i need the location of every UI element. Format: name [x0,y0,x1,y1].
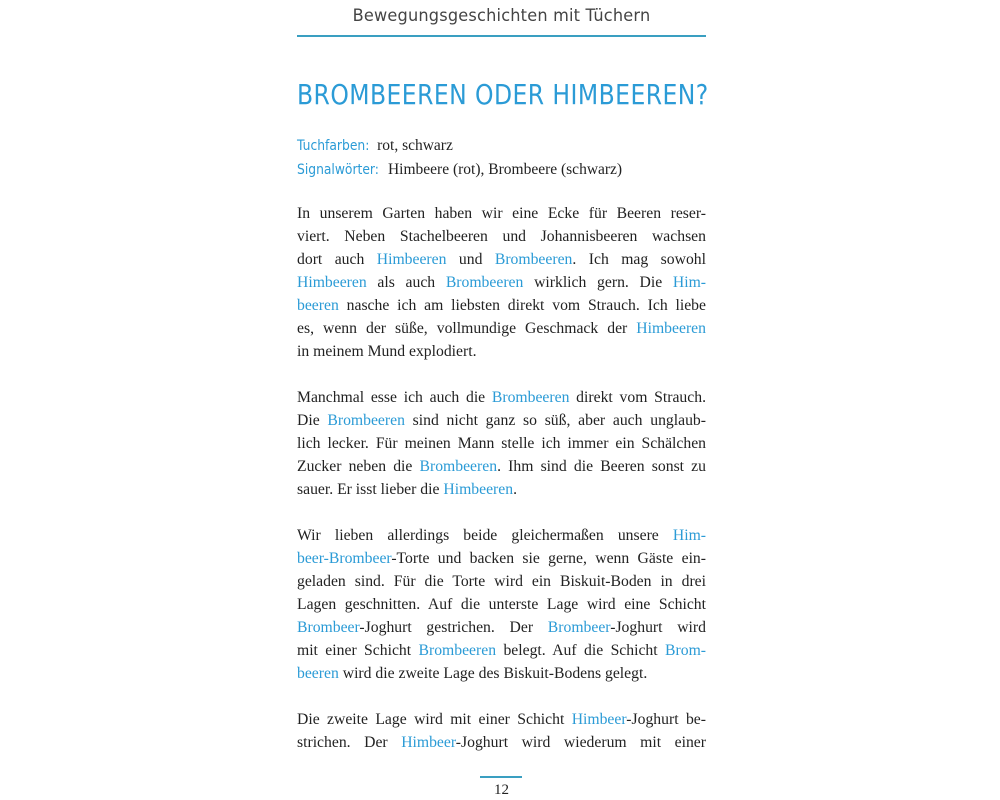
text-run: . Ich mag sowohl [572,251,706,268]
header-rule [297,35,706,37]
signal-word: beeren [297,297,339,314]
text-line [297,271,706,294]
signal-word: Himbeeren [297,274,367,291]
text-run: und [446,251,495,268]
text-run: In unserem Garten haben wir eine Ecke für Beeren reser- [297,205,706,222]
text-run: Die [297,412,328,429]
text-run: -Joghurt gestrichen. Der [359,619,548,636]
signal-word: Brombeeren [419,458,498,475]
signal-word: beer-Brombeer [297,550,392,567]
text-run: sind nicht ganz so süß, aber auch unglaub- [404,412,706,429]
text-run: -Torte und backen sie gerne, wenn Gäste ein- [391,550,706,567]
text-run: als auch [366,274,446,291]
paragraph-2 [297,386,706,501]
paragraph-4 [297,708,706,754]
text-line [297,524,706,547]
text-run: sauer. Er isst lieber die [297,481,444,498]
text-run: in meinem Mund explodiert. [297,343,477,360]
text-run: viert. Neben Stachelbeeren und Johannisbeeren wachsen [297,228,706,245]
text-run: wirklich gern. Die [523,274,673,291]
signal-word: Brombeer [297,619,360,636]
text-run: lich lecker. Für meinen Mann stelle ich immer ein Schälchen [297,435,706,452]
text-run: -Joghurt wird [610,619,706,636]
book-page [297,0,709,800]
text-line [297,708,706,731]
text-line [297,294,706,317]
text-line [297,317,706,340]
signalwoerter-value: Himbeere (rot), Brombeere (schwarz) [387,161,623,178]
text-run: -Joghurt be- [626,711,706,728]
text-line [297,202,706,225]
text-line [297,731,706,754]
text-run: -Joghurt wird wiederum mit einer [455,734,706,751]
signal-word: Brombeeren [494,251,573,268]
running-head: Bewegungsgeschichten mit Tüchern [352,6,651,26]
text-line [297,248,706,271]
paragraph-1 [297,202,706,363]
text-line [297,593,706,616]
text-line [297,432,706,455]
story-title: BROMBEEREN ODER HIMBEEREN? [297,78,709,111]
text-line [297,547,706,570]
text-line [297,455,706,478]
text-run: Lagen geschnitten. Auf die unterste Lage wird eine Schicht [297,596,706,613]
signal-word: Brombeeren [445,274,524,291]
text-line [297,409,706,432]
text-line [297,639,706,662]
tuchfarben-value: rot, schwarz [377,137,453,154]
signal-word: Brom- [665,642,706,659]
tuchfarben-line [297,134,622,158]
text-line [297,662,706,685]
text-run: nasche ich am liebsten direkt vom Strauch. Ich liebe [338,297,706,314]
text-line [297,225,706,248]
text-run: direkt vom Strauch. [569,389,706,406]
signal-word: Brombeeren [491,389,570,406]
text-run: . Ihm sind die Beeren sonst zu [497,458,706,475]
paragraph-gap [297,685,706,708]
signal-word: Him- [672,274,706,291]
paragraph-3 [297,524,706,685]
text-line [297,478,706,501]
signalwoerter-line [297,158,622,182]
text-line [297,616,706,639]
text-run: es, wenn der süße, vollmundige Geschmack der [297,320,637,337]
tuchfarben-label: Tuchfarben: [297,138,370,154]
text-run: Zucker neben die [297,458,420,475]
signal-word: Himbeeren [376,251,447,268]
story-body [297,202,706,754]
text-run: Wir lieben allerdings beide gleichermaßen unsere [297,527,673,544]
text-run: dort auch [297,251,377,268]
text-line [297,340,706,363]
page-number: 12 [494,782,509,798]
signal-word: beeren [297,665,339,682]
signalwoerter-label: Signalwörter: [297,162,379,178]
text-run: strichen. Der [297,734,402,751]
footer-rule [480,776,522,778]
story-meta [297,134,622,182]
signal-word: Brombeeren [418,642,497,659]
text-run: Die zweite Lage wird mit einer Schicht [297,711,572,728]
signal-word: Himbeeren [443,481,514,498]
text-run: geladen sind. Für die Torte wird ein Biskuit-Boden in drei [297,573,706,590]
text-run: wird die zweite Lage des Biskuit-Bodens gelegt. [338,665,648,682]
text-run: . [513,481,517,498]
signal-word: Him- [672,527,706,544]
text-run: Manchmal esse ich auch die [297,389,492,406]
signal-word: Himbeer [571,711,627,728]
signal-word: Himbeeren [636,320,706,337]
text-run: belegt. Auf die Schicht [496,642,666,659]
text-line [297,386,706,409]
text-run: mit einer Schicht [297,642,419,659]
paragraph-gap [297,501,706,524]
text-line [297,570,706,593]
signal-word: Himbeer [401,734,456,751]
signal-word: Brombeeren [327,412,405,429]
signal-word: Brombeer [547,619,611,636]
paragraph-gap [297,363,706,386]
